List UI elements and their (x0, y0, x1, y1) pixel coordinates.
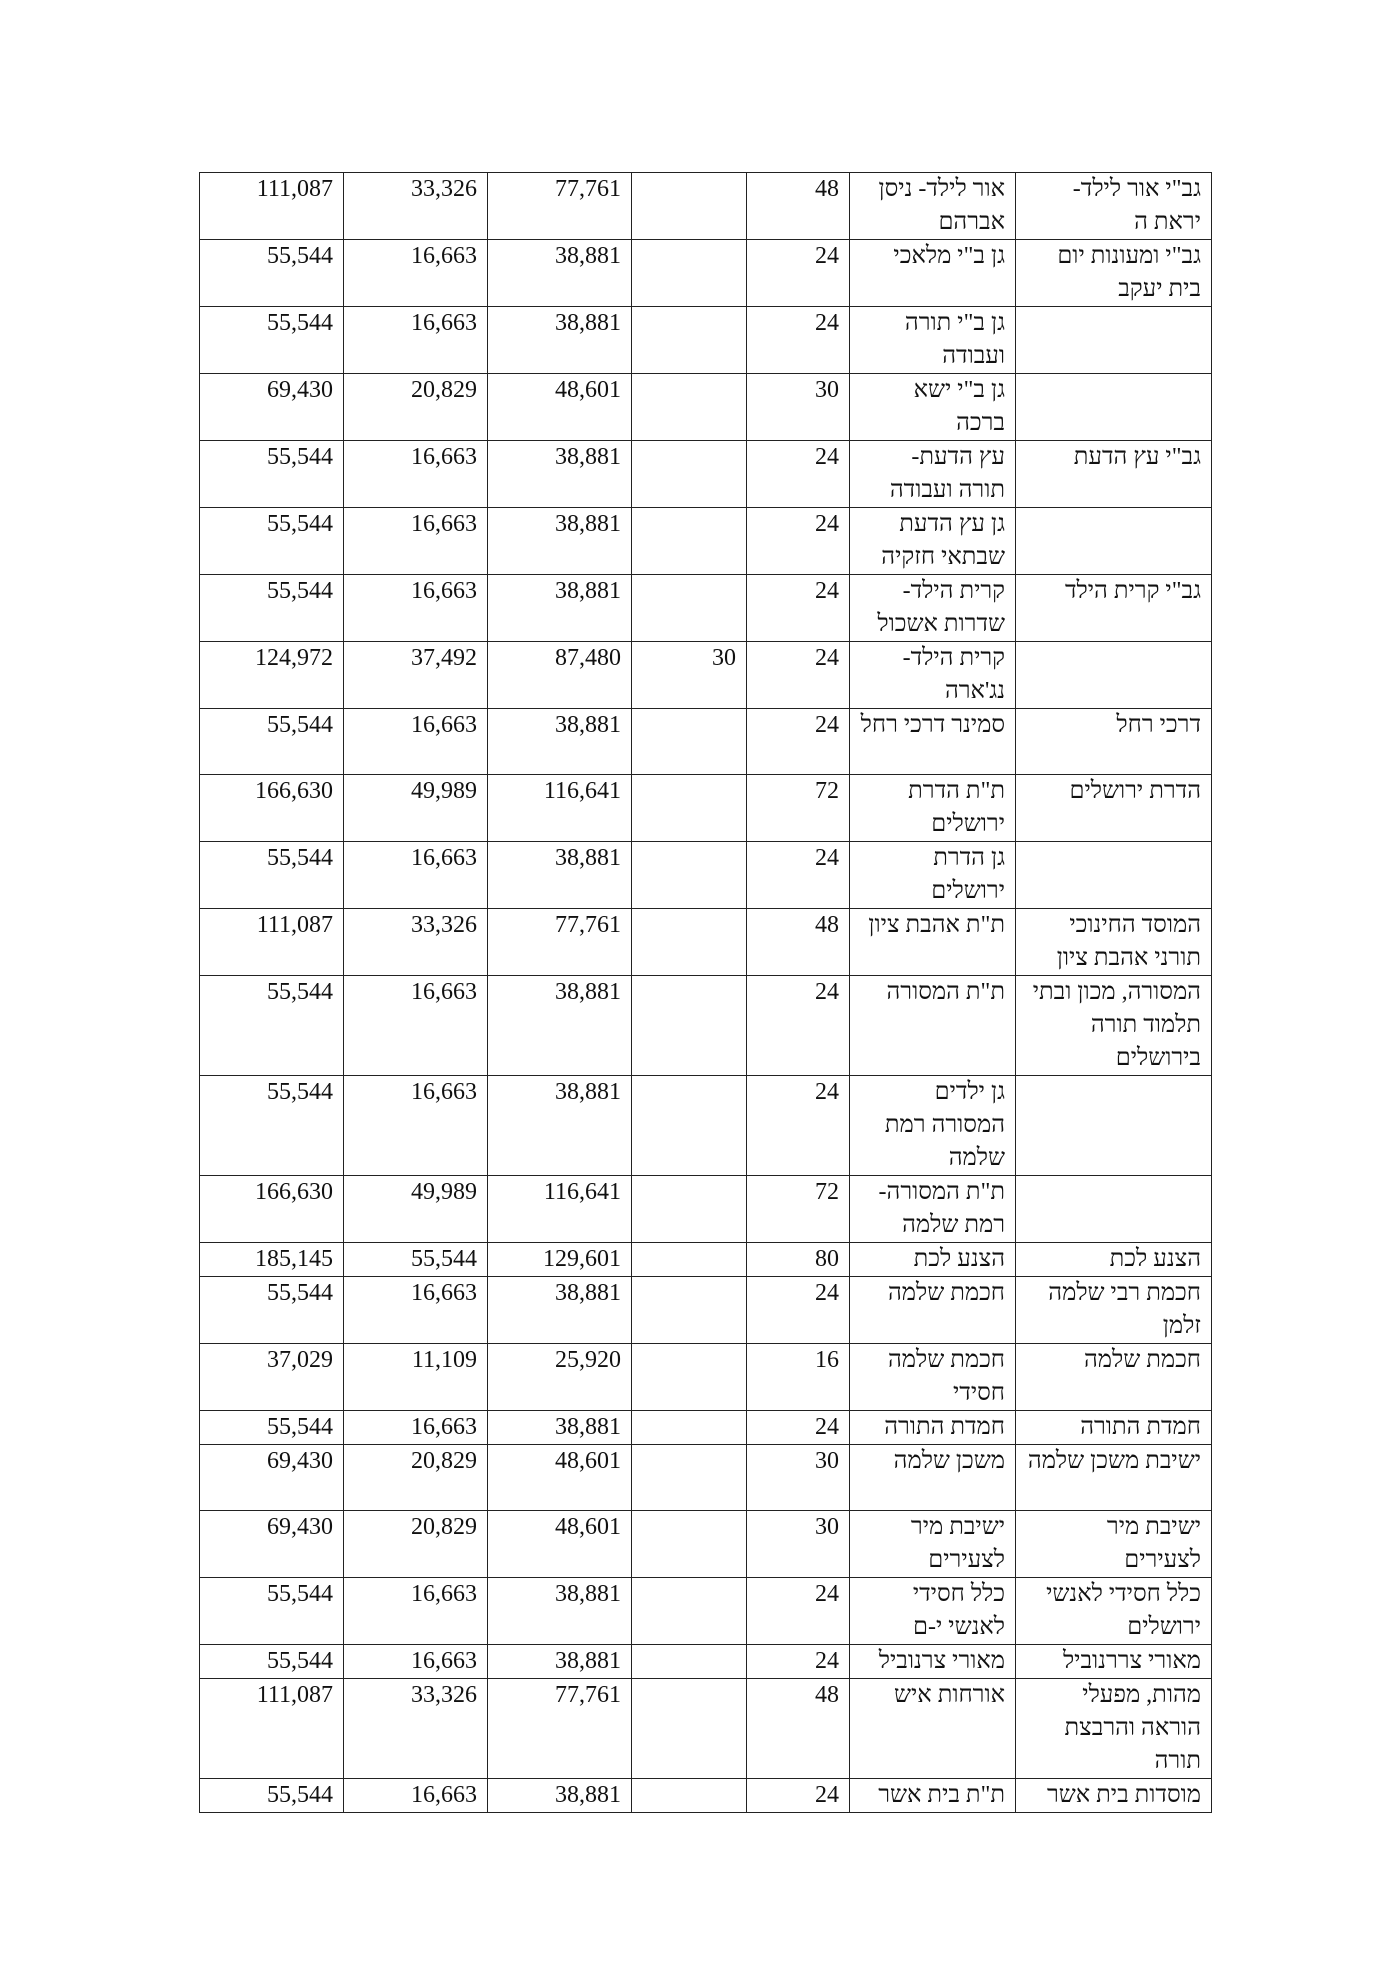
school-cell: עץ הדעת- תורה ועבודה (850, 441, 1016, 508)
table-row (200, 976, 1212, 1076)
amount-b-cell: 16,663 (344, 1779, 488, 1813)
amount-a-cell: 77,761 (488, 909, 632, 976)
amount-b-cell: 16,663 (344, 1277, 488, 1344)
extra-cell (632, 1779, 747, 1813)
extra-cell (632, 842, 747, 909)
amount-a-cell: 38,881 (488, 709, 632, 775)
school-cell: אור לילד- ניסן אברהם (850, 173, 1016, 240)
institution-cell: הצנע לכת (1016, 1243, 1212, 1277)
amount-b-cell: 49,989 (344, 775, 488, 842)
institution-cell (1016, 1076, 1212, 1176)
table-row (200, 709, 1212, 775)
institution-cell: ישיבת משכן שלמה (1016, 1445, 1212, 1511)
amount-a-cell: 38,881 (488, 976, 632, 1076)
extra-cell (632, 240, 747, 307)
table-row (200, 1779, 1212, 1813)
table-row (200, 1679, 1212, 1779)
extra-cell (632, 1176, 747, 1243)
school-cell: גן ב"י תורה ועבודה (850, 307, 1016, 374)
amount-a-cell: 38,881 (488, 1578, 632, 1645)
school-cell: כלל חסידי לאנשי י-ם (850, 1578, 1016, 1645)
extra-cell (632, 508, 747, 575)
institution-cell (1016, 374, 1212, 441)
table-row (200, 1411, 1212, 1445)
amount-a-cell: 87,480 (488, 642, 632, 709)
extra-cell (632, 909, 747, 976)
school-cell: ת"ת המסורה (850, 976, 1016, 1076)
extra-cell (632, 709, 747, 775)
total-cell: 69,430 (200, 374, 344, 441)
table-row (200, 842, 1212, 909)
institution-cell: המוסד החינוכי תורני אהבת ציון (1016, 909, 1212, 976)
classes-cell: 24 (747, 307, 850, 374)
table-row (200, 1176, 1212, 1243)
school-cell: ישיבת מיר לצעירים (850, 1511, 1016, 1578)
table-row (200, 1277, 1212, 1344)
table-row (200, 642, 1212, 709)
classes-cell: 72 (747, 1176, 850, 1243)
extra-cell (632, 775, 747, 842)
classes-cell: 48 (747, 909, 850, 976)
table-row (200, 508, 1212, 575)
classes-cell: 24 (747, 441, 850, 508)
total-cell: 55,544 (200, 1076, 344, 1176)
table-row (200, 1344, 1212, 1411)
extra-cell (632, 173, 747, 240)
school-cell: חמדת התורה (850, 1411, 1016, 1445)
amount-b-cell: 33,326 (344, 173, 488, 240)
institution-cell: מאורי צררנוביל (1016, 1645, 1212, 1679)
classes-cell: 24 (747, 575, 850, 642)
total-cell: 55,544 (200, 842, 344, 909)
total-cell: 55,544 (200, 575, 344, 642)
table-row (200, 1511, 1212, 1578)
institution-cell: ישיבת מיר לצעירים (1016, 1511, 1212, 1578)
table-row (200, 307, 1212, 374)
extra-cell (632, 1679, 747, 1779)
extra-cell (632, 307, 747, 374)
amount-b-cell: 16,663 (344, 842, 488, 909)
school-cell: חכמת שלמה (850, 1277, 1016, 1344)
table-row (200, 1076, 1212, 1176)
amount-b-cell: 16,663 (344, 240, 488, 307)
amount-a-cell: 77,761 (488, 173, 632, 240)
institution-cell: הדרת ירושלים (1016, 775, 1212, 842)
institution-cell: מהות, מפעלי הוראה והרבצת תורה (1016, 1679, 1212, 1779)
amount-a-cell: 38,881 (488, 1277, 632, 1344)
amount-a-cell: 77,761 (488, 1679, 632, 1779)
amount-b-cell: 20,829 (344, 374, 488, 441)
amount-b-cell: 33,326 (344, 1679, 488, 1779)
institution-cell (1016, 1176, 1212, 1243)
total-cell: 55,544 (200, 441, 344, 508)
classes-cell: 30 (747, 1511, 850, 1578)
total-cell: 55,544 (200, 1645, 344, 1679)
classes-cell: 30 (747, 374, 850, 441)
institution-cell: כלל חסידי לאנשי ירושלים (1016, 1578, 1212, 1645)
institution-cell: מוסדות בית אשר (1016, 1779, 1212, 1813)
institution-cell: דרכי רחל (1016, 709, 1212, 775)
classes-cell: 48 (747, 173, 850, 240)
school-cell: סמינר דרכי רחל (850, 709, 1016, 775)
amount-b-cell: 16,663 (344, 1645, 488, 1679)
institution-cell (1016, 307, 1212, 374)
total-cell: 37,029 (200, 1344, 344, 1411)
classes-cell: 24 (747, 508, 850, 575)
school-cell: ת"ת הדרת ירושלים (850, 775, 1016, 842)
extra-cell (632, 441, 747, 508)
institution-cell (1016, 842, 1212, 909)
school-cell: גן ב"י מלאכי (850, 240, 1016, 307)
classes-cell: 24 (747, 1578, 850, 1645)
amount-b-cell: 16,663 (344, 709, 488, 775)
table-row (200, 374, 1212, 441)
school-cell: קרית הילד- שדרות אשכול (850, 575, 1016, 642)
institution-cell: גב"י עץ הדעת (1016, 441, 1212, 508)
amount-a-cell: 38,881 (488, 1076, 632, 1176)
extra-cell (632, 1511, 747, 1578)
table-row (200, 441, 1212, 508)
total-cell: 55,544 (200, 709, 344, 775)
total-cell: 69,430 (200, 1511, 344, 1578)
total-cell: 111,087 (200, 173, 344, 240)
amount-b-cell: 55,544 (344, 1243, 488, 1277)
amount-b-cell: 16,663 (344, 307, 488, 374)
extra-cell (632, 374, 747, 441)
amount-b-cell: 16,663 (344, 976, 488, 1076)
amount-b-cell: 20,829 (344, 1511, 488, 1578)
total-cell: 166,630 (200, 775, 344, 842)
classes-cell: 72 (747, 775, 850, 842)
table-row (200, 173, 1212, 240)
total-cell: 124,972 (200, 642, 344, 709)
amount-b-cell: 16,663 (344, 1076, 488, 1176)
school-cell: ת"ת אהבת ציון (850, 909, 1016, 976)
table-row (200, 1645, 1212, 1679)
extra-cell (632, 1277, 747, 1344)
school-cell: חכמת שלמה חסידי (850, 1344, 1016, 1411)
amount-b-cell: 11,109 (344, 1344, 488, 1411)
institution-cell: חכמת רבי שלמה זלמן (1016, 1277, 1212, 1344)
total-cell: 111,087 (200, 1679, 344, 1779)
extra-cell (632, 1445, 747, 1511)
amount-a-cell: 116,641 (488, 1176, 632, 1243)
amount-a-cell: 38,881 (488, 508, 632, 575)
total-cell: 69,430 (200, 1445, 344, 1511)
classes-cell: 48 (747, 1679, 850, 1779)
school-cell: הצנע לכת (850, 1243, 1016, 1277)
table-body (200, 173, 1212, 1813)
institution-cell: גב"י ומעונות יום בית יעקב (1016, 240, 1212, 307)
amount-b-cell: 16,663 (344, 1578, 488, 1645)
table-row (200, 1578, 1212, 1645)
total-cell: 55,544 (200, 240, 344, 307)
amount-a-cell: 38,881 (488, 307, 632, 374)
amount-a-cell: 48,601 (488, 1445, 632, 1511)
amount-b-cell: 16,663 (344, 441, 488, 508)
extra-cell (632, 1578, 747, 1645)
extra-cell (632, 1411, 747, 1445)
school-cell: גן עץ הדעת שבתאי חזקיה (850, 508, 1016, 575)
amount-a-cell: 38,881 (488, 575, 632, 642)
extra-cell (632, 1076, 747, 1176)
budget-table (199, 172, 1212, 1813)
extra-cell (632, 976, 747, 1076)
amount-a-cell: 38,881 (488, 1411, 632, 1445)
institution-cell: חמדת התורה (1016, 1411, 1212, 1445)
amount-b-cell: 33,326 (344, 909, 488, 976)
school-cell: גן ב"י ישא ברכה (850, 374, 1016, 441)
classes-cell: 24 (747, 1645, 850, 1679)
school-cell: קרית הילד- נג'ארה (850, 642, 1016, 709)
amount-a-cell: 38,881 (488, 240, 632, 307)
amount-b-cell: 16,663 (344, 575, 488, 642)
classes-cell: 80 (747, 1243, 850, 1277)
school-cell: אורחות איש (850, 1679, 1016, 1779)
extra-cell (632, 1344, 747, 1411)
extra-cell (632, 575, 747, 642)
extra-cell: 30 (632, 642, 747, 709)
classes-cell: 24 (747, 642, 850, 709)
amount-b-cell: 16,663 (344, 1411, 488, 1445)
classes-cell: 24 (747, 842, 850, 909)
total-cell: 55,544 (200, 1578, 344, 1645)
extra-cell (632, 1243, 747, 1277)
school-cell: ת"ת המסורה- רמת שלמה (850, 1176, 1016, 1243)
school-cell: גן ילדים המסורה רמת שלמה (850, 1076, 1016, 1176)
school-cell: ת"ת בית אשר (850, 1779, 1016, 1813)
classes-cell: 24 (747, 1779, 850, 1813)
amount-a-cell: 129,601 (488, 1243, 632, 1277)
amount-a-cell: 48,601 (488, 374, 632, 441)
school-cell: משכן שלמה (850, 1445, 1016, 1511)
amount-a-cell: 38,881 (488, 842, 632, 909)
amount-a-cell: 116,641 (488, 775, 632, 842)
classes-cell: 24 (747, 1076, 850, 1176)
total-cell: 166,630 (200, 1176, 344, 1243)
classes-cell: 30 (747, 1445, 850, 1511)
total-cell: 55,544 (200, 1277, 344, 1344)
total-cell: 185,145 (200, 1243, 344, 1277)
total-cell: 55,544 (200, 307, 344, 374)
amount-b-cell: 37,492 (344, 642, 488, 709)
amount-a-cell: 48,601 (488, 1511, 632, 1578)
extra-cell (632, 1645, 747, 1679)
table-row (200, 775, 1212, 842)
institution-cell: חכמת שלמה (1016, 1344, 1212, 1411)
total-cell: 111,087 (200, 909, 344, 976)
total-cell: 55,544 (200, 1779, 344, 1813)
table-row (200, 909, 1212, 976)
school-cell: מאורי צרנוביל (850, 1645, 1016, 1679)
amount-a-cell: 38,881 (488, 441, 632, 508)
institution-cell (1016, 508, 1212, 575)
amount-a-cell: 38,881 (488, 1779, 632, 1813)
institution-cell (1016, 642, 1212, 709)
classes-cell: 24 (747, 976, 850, 1076)
classes-cell: 24 (747, 709, 850, 775)
institution-cell: גב"י קרית הילד (1016, 575, 1212, 642)
amount-b-cell: 49,989 (344, 1176, 488, 1243)
classes-cell: 24 (747, 1411, 850, 1445)
total-cell: 55,544 (200, 1411, 344, 1445)
school-cell: גן הדרת ירושלים (850, 842, 1016, 909)
table-row (200, 575, 1212, 642)
classes-cell: 24 (747, 1277, 850, 1344)
classes-cell: 16 (747, 1344, 850, 1411)
table-row (200, 240, 1212, 307)
table-row (200, 1243, 1212, 1277)
table-row (200, 1445, 1212, 1511)
institution-cell: גב"י אור לילד- יראת ה (1016, 173, 1212, 240)
amount-b-cell: 20,829 (344, 1445, 488, 1511)
classes-cell: 24 (747, 240, 850, 307)
amount-b-cell: 16,663 (344, 508, 488, 575)
total-cell: 55,544 (200, 508, 344, 575)
total-cell: 55,544 (200, 976, 344, 1076)
institution-cell: המסורה, מכון ובתי תלמוד תורה בירושלים (1016, 976, 1212, 1076)
amount-a-cell: 25,920 (488, 1344, 632, 1411)
amount-a-cell: 38,881 (488, 1645, 632, 1679)
